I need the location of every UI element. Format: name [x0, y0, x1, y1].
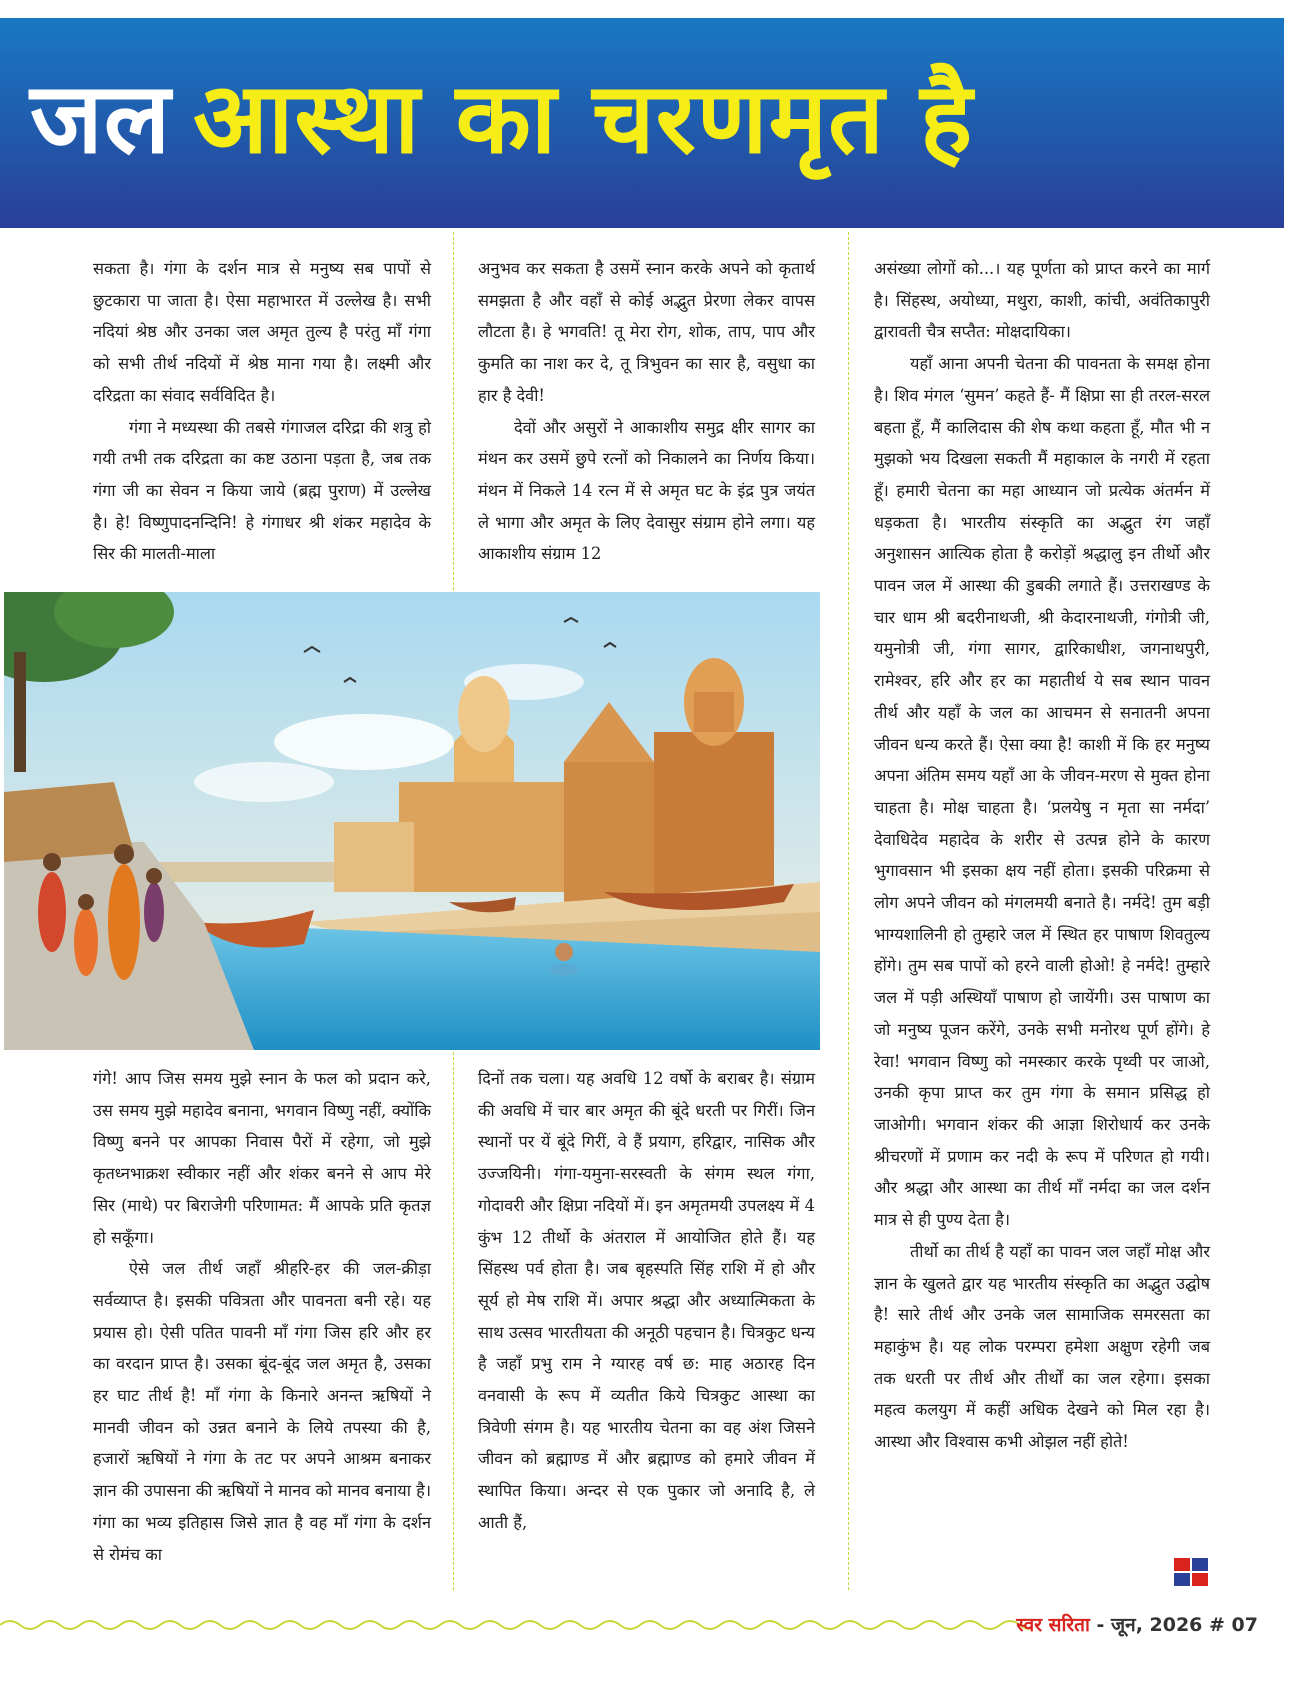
footer-issue-label [1016, 1611, 1258, 1637]
footer-wave [0, 1615, 1030, 1635]
title-rest: आस्था का चरणमृत है [193, 62, 974, 176]
article-title [30, 54, 973, 184]
title-word-jal: जल [30, 62, 172, 176]
paragraph: गंगे! आप जिस समय मुझे स्नान के फल को प्रदान करे, उस समय मुझे महादेव बनाना, भगवान विष्णु नहीं, क्योंकि विष्णु बनने पर आपका निवास पैरों में रहेगा, जो मुझे कृतध्नभाक्रश स्वीकार नहीं और शंकर बनने से आप मेरे सिर (माथे) पर बिराजेगी परिणामत: मैं आपके प्रति कृतज्ञ हो सकूँगा। [93, 1069, 431, 1247]
column-3 [874, 253, 1210, 1458]
paragraph: तीर्थो का तीर्थ है यहाँ का पावन जल जहाँ मोक्ष और ज्ञान के खुलते द्वार यह भारतीय संस्कृति का अद्भुत उद्घोष है! सारे तीर्थ और उनके जल सामाजिक समरसता का महाकुंभ है। यह लोक परम्परा हमेशा अक्षुण रहेगी जब तक धरती पर तीर्थ और तीर्थों का जल रहेगा। इसका महत्व कलयुग में कहीं अधिक देखने को मिल रहा है। आस्था और विश्वास कभी ओझल नहीं होते! [874, 1241, 1210, 1452]
paragraph: यहाँ आना अपनी चेतना की पावनता के समक्ष होना है। शिव मंगल ‘सुमन’ कहते हैं- मैं क्षिप्रा सा ही तरल-सरल बहता हूँ, मैं कालिदास की शेष कथा कहता हूँ, मौत भी न मुझको भय दिखला सकती मैं महाकाल के नगरी में रहता हूँ। हमारी चेतना का महा आध्यान जो प्रत्येक अंतर्मन में धड़कता है। भारतीय संस्कृति का अद्भुत रंग जहाँ अनुशासन आत्यिक होता है करोड़ों श्रद्धालु इन तीर्थो और पावन जल में आस्था की डुबकी लगाते हैं। उत्तराखण्ड के चार धाम श्री बदरीनाथजी, श्री केदारनाथजी, गंगोत्री जी, यमुनोत्री जी, गंगा सागर, द्वारिकाधीश, जगनाथपुरी, रामेश्वर, हरि और हर का महातीर्थ ये सब स्थान पावन तीर्थ और यहाँ के जल का आचमन से सनातनी अपना जीवन धन्य करते हैं। ऐसा क्या है! काशी में कि हर मनुष्य अपना अंतिम समय यहाँ आ के जीवन-मरण से मुक्त होना चाहता है। मोक्ष चाहता है। ‘प्रलयेषु न मृता सा नर्मदा’ देवाधिदेव महादेव के शरीर से उत्पन्न होने के कारण भुगावसान भी इसका क्षय नहीं होता। इसकी परिक्रमा से लोग अपने जीवन को मंगलमयी बनाते है। नर्मदे! तुम बड़ी भाग्यशालिनी हो तुम्हारे जल में स्थित हर पाषाण शिवतुल्य होंगे। तुम सब पापों को हरने वाली होओ! हे नर्मदे! तुम्हारे जल में पड़ी अस्थियाँ पाषाण हो जायेंगी। उस पाषाण का जो मनुष्य पूजन करेंगे, उनके सभी मनोरथ पूर्ण होंगे। हे रेवा! भगवान विष्णु को नमस्कार करके पृथ्वी पर जाओ, उनकी कृपा प्राप्त कर तुम गंगा के समान प्रसिद्ध हो जाओगी। भगवान शंकर की आज्ञा शिरोधार्य कर उनके श्रीचरणों में प्रणाम कर नदी के रूप में परिणत हो गयी। और श्रद्धा और आस्था का तीर्थ माँ नर्मदा का जल दर्शन मात्र से ही पुण्य देता है। [874, 354, 1210, 1230]
issue-info: - जून, 2026 # 07 [1096, 1614, 1258, 1636]
paragraph: देवों और असुरों ने आकाशीय समुद्र क्षीर सागर का मंथन कर उसमें छुपे रत्नों को निकालने का निर्णय किया। मंथन में निकले 14 रत्न में से अमृत घट के इंद्र पुत्र जयंत ले भागा और अमृत के लिए देवासुर संग्राम होने लगा। यह आकाशीय संग्राम 12 [478, 417, 815, 564]
column-1-bottom [93, 1063, 431, 1570]
paragraph: दिनों तक चला। यह अवधि 12 वर्षो के बराबर है। संग्राम की अवधि में चार बार अमृत की बूंदे धरती पर गिरीं। जिन स्थानों पर यें बूंदे गिरीं, वे हैं प्रयाग, हरिद्वार, नासिक और उज्जयिनी। गंगा-यमुना-सरस्वती के संगम स्थल गंगा, गोदावरी और क्षिप्रा नदियों में। इन अमृतमयी उपलक्ष्य में 4 कुंभ 12 तीर्थो के अंतराल में आयोजित होते हैं। यह सिंहस्थ पर्व होता है। जब बृहस्पति सिंह राशि में हो और सूर्य हो मेष राशि में। अपार श्रद्धा और अध्यात्मिकता के साथ उत्सव भारतीयता की अनूठी पहचान है। चित्रकुट धन्य है जहाँ प्रभु राम ने ग्यारह वर्ष छ: माह अठारह दिन वनवासी के रूप में व्यतीत किये चित्रकुट आस्था का त्रिवेणी संगम है। यह भारतीय चेतना का वह अंश जिसने जीवन को ब्रह्माण्ड में और ब्रह्माण्ड को हमारे जीवन में स्थापित किया। अन्दर से एक पुकार जो अनादि है, ले आती हैं, [478, 1069, 815, 1532]
column-divider-2 [848, 232, 849, 1590]
paragraph: सकता है। गंगा के दर्शन मात्र से मनुष्य सब पापों से छुटकारा पा जाता है। ऐसा महाभारत में उल्लेख है। सभी नदियां श्रेष्ठ और उनका जल अमृत तुल्य है परंतु माँ गंगा को सभी तीर्थ नदियों में श्रेष्ठ माना गया है। लक्ष्मी और दरिद्रता का संवाद सर्वविदित है। [93, 259, 431, 405]
title-banner [0, 18, 1284, 228]
paragraph: असंख्या लोगों को...। यह पूर्णता को प्राप्त करने का मार्ग है। सिंहस्थ, अयोध्या, मथुरा, काशी, कांची, अवंतिकापुरी द्वारावती चैत्र सप्तैत: मोक्षदायिका। [874, 259, 1210, 342]
paragraph: ऐसे जल तीर्थ जहाँ श्रीहरि-हर की जल-क्रीड़ा सर्वव्याप्त है। इसकी पवित्रता और पावनता बनी रहे। यह प्रयास हो। ऐसी पतित पावनी माँ गंगा जिस हरि और हर का वरदान प्राप्त है। उसका बूंद-बूंद जल अमृत है, उसका हर घाट तीर्थ है! माँ गंगा के किनारे अनन्त ऋषियों ने मानवी जीवन को उन्नत बनाने के लिये तपस्या की है, हजारों ऋषियों ने गंगा के तट पर अपने आश्रम बनाकर ज्ञान की उपासना की ऋषियों ने मानव को मानव बनाया है। गंगा का भव्य इतिहास जिसे ज्ञात है वह माँ गंगा के दर्शन से रोमंच का [93, 1259, 431, 1564]
ghat-illustration [4, 592, 820, 1050]
column-2-top [478, 253, 815, 570]
end-mark-icon [1174, 1558, 1208, 1586]
column-1-top [93, 253, 431, 570]
paragraph: अनुभव कर सकता है उसमें स्नान करके अपने को कृतार्थ समझता है और वहाँ से कोई अद्भुत प्रेरणा लेकर वापस लौटता है। हे भगवति! तू मेरा रोग, शोक, ताप, पाप और कुमति का नाश कर दे, तू त्रिभुवन का सार है, वसुधा का हार है देवी! [478, 259, 815, 405]
paragraph: गंगा ने मध्यस्था की तबसे गंगाजल दरिद्रा की शत्रु हो गयी तभी तक दरिद्रता का कष्ट उठाना पड़ता है, जब तक गंगा जी का सेवन न किया जाये (ब्रह्म पुराण) में उल्लेख है। हे! विष्णुपादनन्दिनि! हे गंगाधर श्री शंकर महादेव के सिर की मालती-माला [93, 417, 431, 564]
magazine-name: स्वर सरिता [1016, 1614, 1090, 1636]
column-2-bottom [478, 1063, 815, 1539]
